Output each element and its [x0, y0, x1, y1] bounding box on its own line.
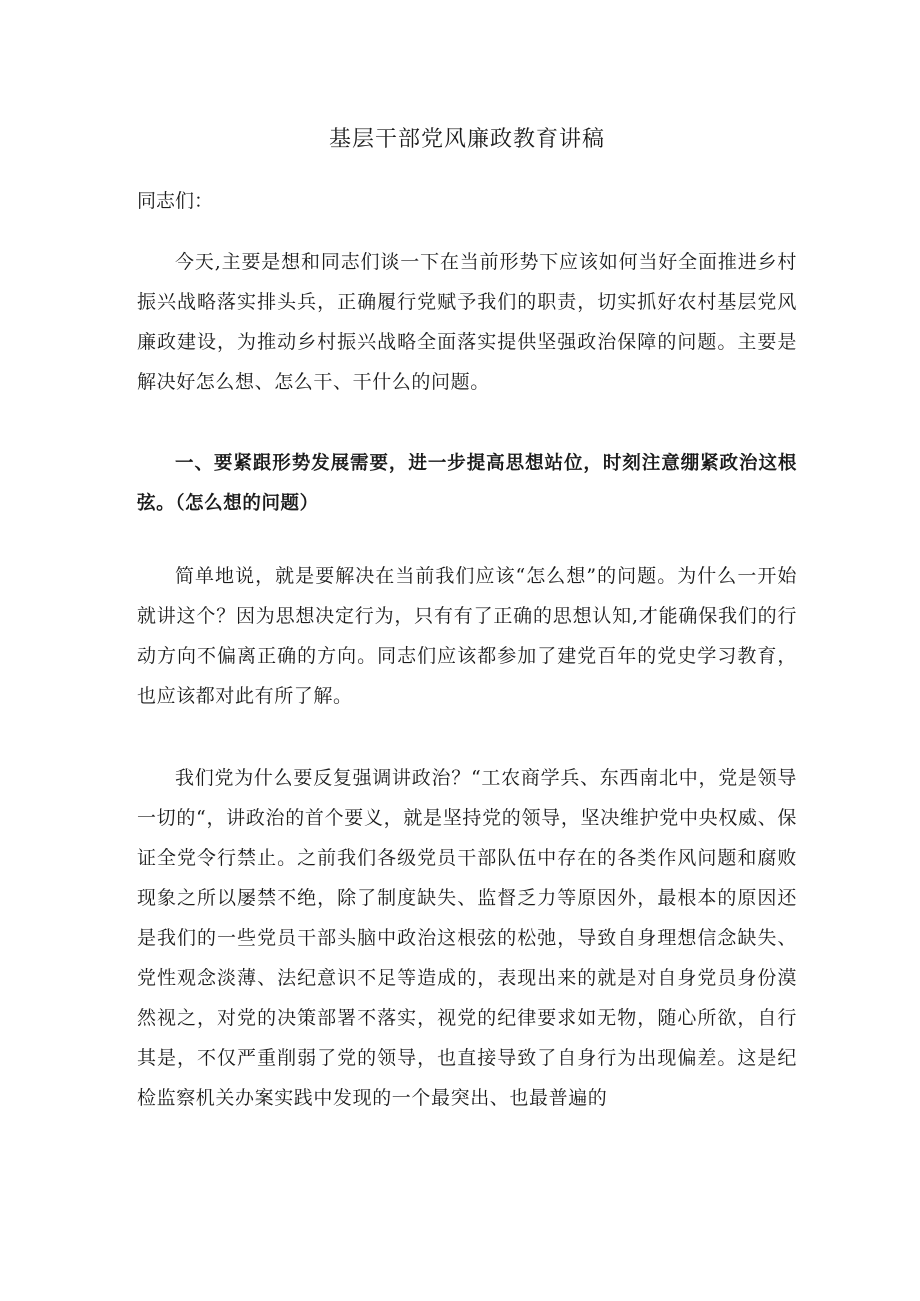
section-heading-1: 一、要紧跟形势发展需要，进一步提高思想站位，时刻注意绷紧政治这根弦。（怎么想的问题） — [137, 453, 797, 514]
paragraph-politics: 我们党为什么要反复强调讲政治？“工农商学兵、东西南北中，党是领导一切的“，讲政治的首个要义，就是坚持党的领导，坚决维护党中央权威、保证全党令行禁止。之前我们各级党员干部队伍中存在的各类作风问题和腐败现象之所以屡禁不绝，除了制度缺失、监督乏力等原因外，最根本的原因还是我们的一些党员干部头脑中政治这根弦的松弛，导致自身理想信念缺失、党性观念淡薄、法纪意识不足等造成的，表现出来的就是对自身党员身份漠然视之，对党的决策部署不落实，视党的纪律要求如无物，随心所欲，自行其是，不仅严重削弱了党的领导，也直接导致了自身行为出现偏差。这是纪检监察机关办案实践中发现的一个最突出、也最普遍的 — [137, 767, 797, 1109]
document-title: 基层干部党风廉政教育讲稿 — [328, 127, 605, 152]
salutation: 同志们： — [137, 190, 214, 212]
paragraph-how-to-think: 简单地说，就是要解决在当前我们应该“怎么想”的问题。为什么一开始就讲这个？因为思想决定行为，只有有了正确的思想认知,才能确保我们的行动方向不偏离正确的方向。同志们应该都参加了建党百年的党史学习教育，也应该都对此有所了解。 — [137, 565, 797, 707]
paragraph-intro: 今天,主要是想和同志们谈一下在当前形势下应该如何当好全面推进乡村振兴战略落实排头兵，正确履行党赋予我们的职责，切实抓好农村基层党风廉政建设，为推动乡村振兴战略全面落实提供坚强政治保障的问题。主要是解决好怎么想、怎么干、干什么的问题。 — [137, 251, 797, 393]
